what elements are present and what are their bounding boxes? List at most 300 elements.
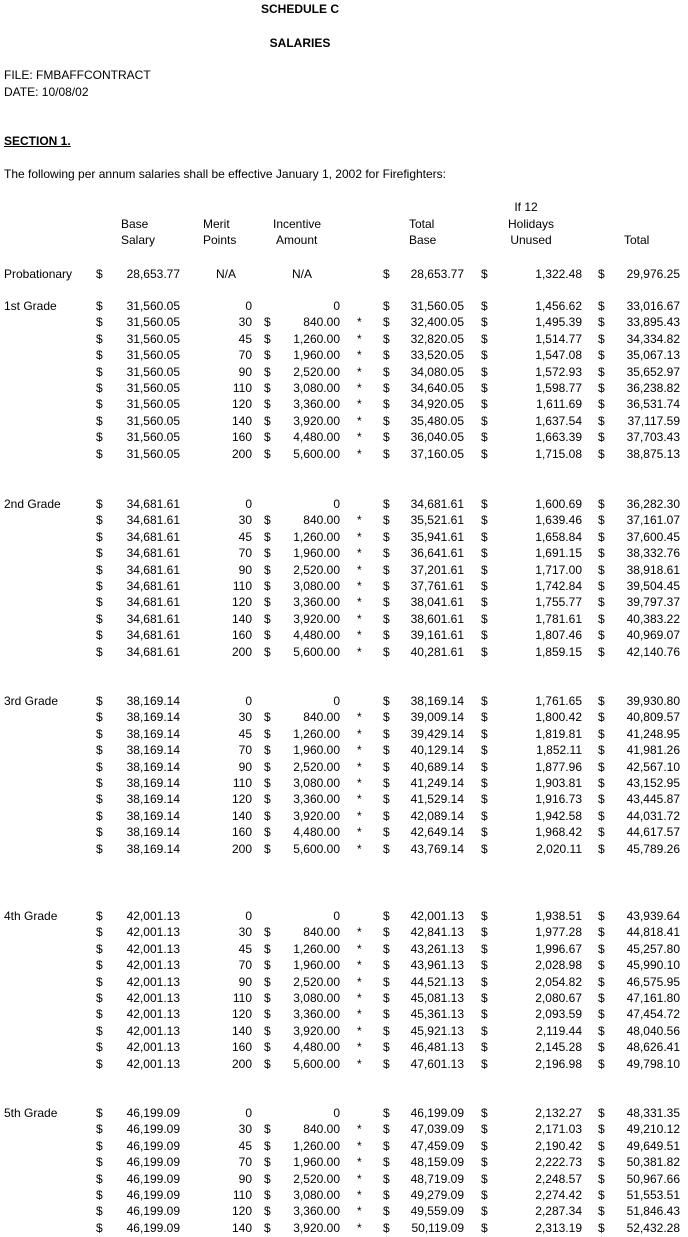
incentive-dollar-sign: $ (264, 365, 271, 379)
grade-label: 3rd Grade (4, 694, 59, 708)
incentive-dollar-sign: $ (264, 315, 271, 329)
incentive-asterisk: * (357, 1139, 362, 1153)
base-salary-cell: 38,169.14 (126, 743, 180, 757)
merit-points-cell: 200 (231, 645, 252, 659)
holidays-dollar-sign: $ (481, 1155, 488, 1169)
incentive-amount-cell: 3,360.00 (293, 397, 340, 411)
col-incentive-line2: Amount (276, 233, 318, 247)
incentive-amount-cell: 2,520.00 (293, 563, 340, 577)
base-dollar-sign: $ (96, 942, 103, 956)
incentive-asterisk: * (357, 315, 362, 329)
holidays-cell: 1,781.61 (535, 612, 582, 626)
holidays-dollar-sign: $ (481, 365, 488, 379)
incentive-amount-cell: 5,600.00 (293, 645, 340, 659)
holidays-dollar-sign: $ (481, 1204, 488, 1218)
incentive-dollar-sign: $ (264, 1040, 271, 1054)
incentive-amount-cell: 0 (333, 497, 340, 511)
total-base-cell: 39,161.61 (410, 628, 464, 642)
total-dollar-sign: $ (598, 975, 605, 989)
holidays-dollar-sign: $ (481, 925, 488, 939)
holidays-cell: 2,132.27 (535, 1106, 582, 1120)
base-salary-cell: 42,001.13 (126, 909, 180, 923)
total-base-dollar-sign: $ (383, 760, 390, 774)
holidays-dollar-sign: $ (481, 825, 488, 839)
holidays-dollar-sign: $ (481, 348, 488, 362)
incentive-amount-cell: 1,960.00 (293, 546, 340, 560)
total-dollar-sign: $ (598, 299, 605, 313)
base-salary-cell: 34,681.61 (126, 645, 180, 659)
base-salary-cell: 42,001.13 (126, 1024, 180, 1038)
incentive-amount-cell: 840.00 (303, 925, 340, 939)
base-dollar-sign: $ (96, 743, 103, 757)
total-cell: 51,846.43 (626, 1204, 680, 1218)
total-dollar-sign: $ (598, 1007, 605, 1021)
base-salary-cell: 34,681.61 (126, 612, 180, 626)
incentive-amount-cell: 0 (333, 299, 340, 313)
total-base-dollar-sign: $ (383, 563, 390, 577)
total-cell: 35,067.13 (626, 348, 680, 362)
total-cell: 43,939.64 (626, 909, 680, 923)
total-base-cell: 39,429.14 (410, 727, 464, 741)
total-dollar-sign: $ (598, 809, 605, 823)
base-salary-cell: 38,169.14 (126, 825, 180, 839)
total-cell: 40,969.07 (626, 628, 680, 642)
total-base-dollar-sign: $ (383, 595, 390, 609)
holidays-dollar-sign: $ (481, 991, 488, 1005)
total-base-dollar-sign: $ (383, 381, 390, 395)
base-dollar-sign: $ (96, 563, 103, 577)
total-base-dollar-sign: $ (383, 1057, 390, 1071)
col-holidays-line2: Holidays (507, 217, 555, 231)
total-base-dollar-sign: $ (383, 430, 390, 444)
base-dollar-sign: $ (96, 792, 103, 806)
incentive-amount-cell: 840.00 (303, 710, 340, 724)
incentive-amount-cell: N/A (291, 267, 312, 281)
base-dollar-sign: $ (96, 1188, 103, 1202)
base-dollar-sign: $ (96, 365, 103, 379)
holidays-dollar-sign: $ (481, 1106, 488, 1120)
incentive-asterisk: * (357, 958, 362, 972)
base-dollar-sign: $ (96, 513, 103, 527)
total-dollar-sign: $ (598, 1172, 605, 1186)
total-dollar-sign: $ (598, 414, 605, 428)
base-dollar-sign: $ (96, 447, 103, 461)
base-dollar-sign: $ (96, 612, 103, 626)
total-base-cell: 50,119.09 (411, 1221, 464, 1235)
incentive-asterisk: * (357, 710, 362, 724)
base-salary-cell: 31,560.05 (126, 447, 180, 461)
total-base-cell: 44,521.13 (410, 975, 464, 989)
incentive-dollar-sign: $ (264, 612, 271, 626)
base-dollar-sign: $ (96, 348, 103, 362)
incentive-asterisk: * (357, 776, 362, 790)
total-base-dollar-sign: $ (383, 1139, 390, 1153)
grade-label: 5th Grade (4, 1106, 58, 1120)
holidays-cell: 1,903.81 (535, 776, 582, 790)
merit-points-cell: 200 (231, 447, 252, 461)
total-base-dollar-sign: $ (383, 530, 390, 544)
total-base-dollar-sign: $ (383, 332, 390, 346)
merit-points-cell: 120 (231, 397, 252, 411)
holidays-cell: 1,691.15 (535, 546, 582, 560)
incentive-asterisk: * (357, 1155, 362, 1169)
holidays-cell: 2,054.82 (535, 975, 582, 989)
holidays-dollar-sign: $ (481, 1139, 488, 1153)
grade-label: 2nd Grade (4, 497, 61, 511)
incentive-amount-cell: 3,080.00 (293, 381, 340, 395)
incentive-dollar-sign: $ (264, 1204, 271, 1218)
merit-points-cell: 160 (231, 430, 252, 444)
total-cell: 38,918.61 (626, 563, 680, 577)
total-base-dollar-sign: $ (383, 925, 390, 939)
total-dollar-sign: $ (598, 1040, 605, 1054)
incentive-amount-cell: 1,960.00 (293, 348, 340, 362)
total-cell: 45,990.10 (626, 958, 680, 972)
incentive-dollar-sign: $ (264, 991, 271, 1005)
total-cell: 40,809.57 (626, 710, 680, 724)
merit-points-cell: 200 (231, 842, 252, 856)
base-dollar-sign: $ (96, 825, 103, 839)
merit-points-cell: 45 (238, 727, 252, 741)
holidays-cell: 2,080.67 (535, 991, 582, 1005)
incentive-dollar-sign: $ (264, 1024, 271, 1038)
incentive-asterisk: * (357, 332, 362, 346)
total-base-cell: 38,169.14 (410, 694, 464, 708)
holidays-cell: 1,514.77 (535, 332, 582, 346)
holidays-cell: 1,742.84 (535, 579, 582, 593)
base-dollar-sign: $ (96, 430, 103, 444)
total-cell: 43,445.87 (626, 792, 680, 806)
base-dollar-sign: $ (96, 1007, 103, 1021)
total-base-dollar-sign: $ (383, 365, 390, 379)
holidays-cell: 2,248.57 (535, 1172, 582, 1186)
holidays-dollar-sign: $ (481, 447, 488, 461)
file-line: FILE: FMBAFFCONTRACT (4, 68, 151, 82)
total-dollar-sign: $ (598, 348, 605, 362)
col-incentive-line1: Incentive (273, 217, 322, 231)
merit-points-cell: 120 (231, 1007, 252, 1021)
incentive-amount-cell: 3,920.00 (293, 1024, 340, 1038)
merit-points-cell: 110 (232, 776, 252, 790)
holidays-cell: 2,145.28 (535, 1040, 582, 1054)
incentive-dollar-sign: $ (264, 546, 271, 560)
base-dollar-sign: $ (96, 1040, 103, 1054)
base-dollar-sign: $ (96, 546, 103, 560)
total-base-dollar-sign: $ (383, 299, 390, 313)
total-base-cell: 47,601.13 (410, 1057, 464, 1071)
holidays-dollar-sign: $ (481, 595, 488, 609)
incentive-asterisk: * (357, 991, 362, 1005)
total-base-dollar-sign: $ (383, 1188, 390, 1202)
incentive-amount-cell: 2,520.00 (293, 760, 340, 774)
holidays-dollar-sign: $ (481, 1188, 488, 1202)
incentive-dollar-sign: $ (264, 727, 271, 741)
total-dollar-sign: $ (598, 513, 605, 527)
base-salary-cell: 34,681.61 (126, 595, 180, 609)
total-base-dollar-sign: $ (383, 842, 390, 856)
incentive-dollar-sign: $ (264, 1221, 271, 1235)
incentive-amount-cell: 1,260.00 (293, 530, 340, 544)
merit-points-cell: 0 (245, 694, 252, 708)
incentive-asterisk: * (357, 942, 362, 956)
holidays-cell: 1,600.69 (535, 497, 582, 511)
holidays-dollar-sign: $ (481, 612, 488, 626)
merit-points-cell: 70 (238, 743, 252, 757)
section-intro: The following per annum salaries shall be effective January 1, 2002 for Firefighters: (4, 167, 447, 181)
total-base-cell: 47,039.09 (410, 1122, 464, 1136)
total-dollar-sign: $ (598, 958, 605, 972)
incentive-dollar-sign: $ (264, 530, 271, 544)
total-cell: 41,248.95 (626, 727, 680, 741)
incentive-asterisk: * (357, 727, 362, 741)
total-base-dollar-sign: $ (383, 991, 390, 1005)
base-salary-cell: 42,001.13 (126, 958, 180, 972)
total-dollar-sign: $ (598, 546, 605, 560)
holidays-dollar-sign: $ (481, 563, 488, 577)
total-base-cell: 48,719.09 (410, 1172, 464, 1186)
total-base-cell: 41,249.14 (410, 776, 464, 790)
holidays-dollar-sign: $ (481, 1221, 488, 1235)
base-dollar-sign: $ (96, 776, 103, 790)
total-dollar-sign: $ (598, 743, 605, 757)
holidays-cell: 2,287.34 (535, 1204, 582, 1218)
holidays-dollar-sign: $ (481, 332, 488, 346)
holidays-dollar-sign: $ (481, 909, 488, 923)
total-dollar-sign: $ (598, 760, 605, 774)
total-cell: 49,798.10 (626, 1057, 680, 1071)
total-cell: 50,381.82 (626, 1155, 680, 1169)
total-cell: 36,238.82 (626, 381, 680, 395)
total-base-dollar-sign: $ (383, 513, 390, 527)
col-merit-line1: Merit (203, 217, 230, 231)
total-base-cell: 48,159.09 (410, 1155, 464, 1169)
incentive-dollar-sign: $ (264, 1155, 271, 1169)
incentive-dollar-sign: $ (264, 628, 271, 642)
holidays-cell: 1,637.54 (535, 414, 582, 428)
base-dollar-sign: $ (96, 1139, 103, 1153)
total-cell: 51,553.51 (626, 1188, 680, 1202)
incentive-amount-cell: 0 (333, 1106, 340, 1120)
incentive-amount-cell: 840.00 (303, 315, 340, 329)
base-salary-cell: 31,560.05 (126, 315, 180, 329)
incentive-dollar-sign: $ (264, 792, 271, 806)
merit-points-cell: 140 (231, 612, 252, 626)
holidays-dollar-sign: $ (481, 579, 488, 593)
base-salary-cell: 46,199.09 (126, 1188, 180, 1202)
merit-points-cell: 70 (238, 958, 252, 972)
total-cell: 44,031.72 (626, 809, 680, 823)
base-salary-cell: 34,681.61 (126, 513, 180, 527)
total-dollar-sign: $ (598, 710, 605, 724)
merit-points-cell: 110 (232, 991, 252, 1005)
total-dollar-sign: $ (598, 942, 605, 956)
base-salary-cell: 38,169.14 (126, 694, 180, 708)
base-salary-cell: 31,560.05 (126, 414, 180, 428)
holidays-cell: 1,938.51 (535, 909, 582, 923)
incentive-dollar-sign: $ (264, 743, 271, 757)
total-cell: 29,976.25 (626, 267, 680, 281)
total-base-cell: 37,160.05 (410, 447, 464, 461)
total-base-dollar-sign: $ (383, 348, 390, 362)
base-salary-cell: 38,169.14 (126, 842, 180, 856)
merit-points-cell: 0 (245, 909, 252, 923)
total-cell: 39,504.45 (626, 579, 680, 593)
incentive-dollar-sign: $ (264, 975, 271, 989)
total-base-cell: 37,201.61 (410, 563, 464, 577)
merit-points-cell: 110 (232, 381, 252, 395)
total-base-cell: 34,681.61 (410, 497, 464, 511)
total-base-cell: 31,560.05 (410, 299, 464, 313)
holidays-cell: 1,456.62 (535, 299, 582, 313)
base-salary-cell: 42,001.13 (126, 1007, 180, 1021)
holidays-cell: 2,020.11 (536, 842, 582, 856)
total-base-cell: 42,649.14 (410, 825, 464, 839)
incentive-amount-cell: 4,480.00 (293, 628, 340, 642)
incentive-asterisk: * (357, 365, 362, 379)
total-base-dollar-sign: $ (383, 942, 390, 956)
base-dollar-sign: $ (96, 1172, 103, 1186)
incentive-dollar-sign: $ (264, 1139, 271, 1153)
incentive-asterisk: * (357, 1172, 362, 1186)
merit-points-cell: 140 (231, 414, 252, 428)
incentive-dollar-sign: $ (264, 381, 271, 395)
incentive-dollar-sign: $ (264, 1188, 271, 1202)
total-cell: 40,383.22 (626, 612, 680, 626)
total-base-dollar-sign: $ (383, 579, 390, 593)
total-cell: 45,257.80 (626, 942, 680, 956)
incentive-amount-cell: 2,520.00 (293, 365, 340, 379)
total-dollar-sign: $ (598, 909, 605, 923)
holidays-cell: 1,547.08 (535, 348, 582, 362)
total-dollar-sign: $ (598, 1139, 605, 1153)
total-cell: 43,152.95 (626, 776, 680, 790)
total-dollar-sign: $ (598, 1057, 605, 1071)
incentive-dollar-sign: $ (264, 1172, 271, 1186)
merit-points-cell: 70 (238, 546, 252, 560)
base-dollar-sign: $ (96, 727, 103, 741)
total-base-cell: 32,400.05 (410, 315, 464, 329)
grade-label: 1st Grade (4, 299, 57, 313)
total-base-dollar-sign: $ (383, 792, 390, 806)
incentive-amount-cell: 4,480.00 (293, 430, 340, 444)
total-base-cell: 39,009.14 (410, 710, 464, 724)
incentive-asterisk: * (357, 447, 362, 461)
total-cell: 42,567.10 (626, 760, 680, 774)
total-base-cell: 34,920.05 (410, 397, 464, 411)
total-cell: 52,432.28 (626, 1221, 680, 1235)
total-dollar-sign: $ (598, 397, 605, 411)
total-cell: 44,617.57 (626, 825, 680, 839)
holidays-dollar-sign: $ (481, 792, 488, 806)
total-base-dollar-sign: $ (383, 1106, 390, 1120)
incentive-amount-cell: 2,520.00 (293, 1172, 340, 1186)
incentive-dollar-sign: $ (264, 842, 271, 856)
total-base-dollar-sign: $ (383, 1172, 390, 1186)
total-cell: 39,797.37 (626, 595, 680, 609)
incentive-amount-cell: 3,080.00 (293, 776, 340, 790)
incentive-amount-cell: 0 (333, 909, 340, 923)
incentive-asterisk: * (357, 563, 362, 577)
total-cell: 33,895.43 (626, 315, 680, 329)
total-cell: 37,117.59 (627, 414, 680, 428)
total-base-dollar-sign: $ (383, 710, 390, 724)
incentive-amount-cell: 3,360.00 (293, 792, 340, 806)
total-base-cell: 40,689.14 (410, 760, 464, 774)
incentive-amount-cell: 3,080.00 (293, 579, 340, 593)
holidays-cell: 1,639.46 (535, 513, 582, 527)
merit-points-cell: 90 (238, 975, 252, 989)
base-dollar-sign: $ (96, 909, 103, 923)
incentive-amount-cell: 3,360.00 (293, 1007, 340, 1021)
incentive-amount-cell: 1,960.00 (293, 743, 340, 757)
incentive-dollar-sign: $ (264, 332, 271, 346)
merit-points-cell: 0 (245, 1106, 252, 1120)
merit-points-cell: 30 (238, 513, 252, 527)
total-base-dollar-sign: $ (383, 1007, 390, 1021)
total-base-dollar-sign: $ (383, 727, 390, 741)
holidays-dollar-sign: $ (481, 1007, 488, 1021)
holidays-cell: 1,852.11 (536, 743, 582, 757)
col-merit-line2: Points (203, 233, 237, 247)
merit-points-cell: 0 (245, 299, 252, 313)
incentive-amount-cell: 1,960.00 (293, 958, 340, 972)
total-dollar-sign: $ (598, 628, 605, 642)
base-salary-cell: 31,560.05 (126, 430, 180, 444)
base-salary-cell: 34,681.61 (126, 530, 180, 544)
total-base-dollar-sign: $ (383, 447, 390, 461)
holidays-cell: 1,761.65 (535, 694, 582, 708)
base-dollar-sign: $ (96, 1204, 103, 1218)
merit-points-cell: 30 (238, 1122, 252, 1136)
base-dollar-sign: $ (96, 645, 103, 659)
incentive-amount-cell: 3,080.00 (293, 991, 340, 1005)
incentive-amount-cell: 3,920.00 (293, 612, 340, 626)
incentive-amount-cell: 5,600.00 (293, 447, 340, 461)
total-base-dollar-sign: $ (383, 628, 390, 642)
total-dollar-sign: $ (598, 991, 605, 1005)
grade-label: Probationary (4, 267, 73, 281)
base-dollar-sign: $ (96, 1024, 103, 1038)
base-dollar-sign: $ (96, 299, 103, 313)
total-base-cell: 41,529.14 (410, 792, 464, 806)
holidays-cell: 1,916.73 (535, 792, 582, 806)
total-base-dollar-sign: $ (383, 1155, 390, 1169)
total-cell: 37,600.45 (626, 530, 680, 544)
incentive-amount-cell: 1,260.00 (293, 332, 340, 346)
incentive-asterisk: * (357, 809, 362, 823)
incentive-dollar-sign: $ (264, 595, 271, 609)
col-base-line2: Salary (121, 233, 156, 247)
total-dollar-sign: $ (598, 825, 605, 839)
total-dollar-sign: $ (598, 595, 605, 609)
date-line: DATE: 10/08/02 (4, 85, 89, 99)
holidays-dollar-sign: $ (481, 694, 488, 708)
incentive-dollar-sign: $ (264, 579, 271, 593)
incentive-dollar-sign: $ (264, 397, 271, 411)
total-cell: 38,875.13 (626, 447, 680, 461)
incentive-amount-cell: 2,520.00 (293, 975, 340, 989)
merit-points-cell: 140 (231, 1221, 252, 1235)
total-base-dollar-sign: $ (383, 397, 390, 411)
incentive-asterisk: * (357, 1040, 362, 1054)
total-cell: 35,652.97 (626, 365, 680, 379)
holidays-cell: 1,800.42 (535, 710, 582, 724)
holidays-cell: 2,190.42 (535, 1139, 582, 1153)
base-salary-cell: 34,681.61 (126, 579, 180, 593)
holidays-dollar-sign: $ (481, 546, 488, 560)
merit-points-cell: 90 (238, 1172, 252, 1186)
col-total-line1: Total (624, 233, 650, 247)
